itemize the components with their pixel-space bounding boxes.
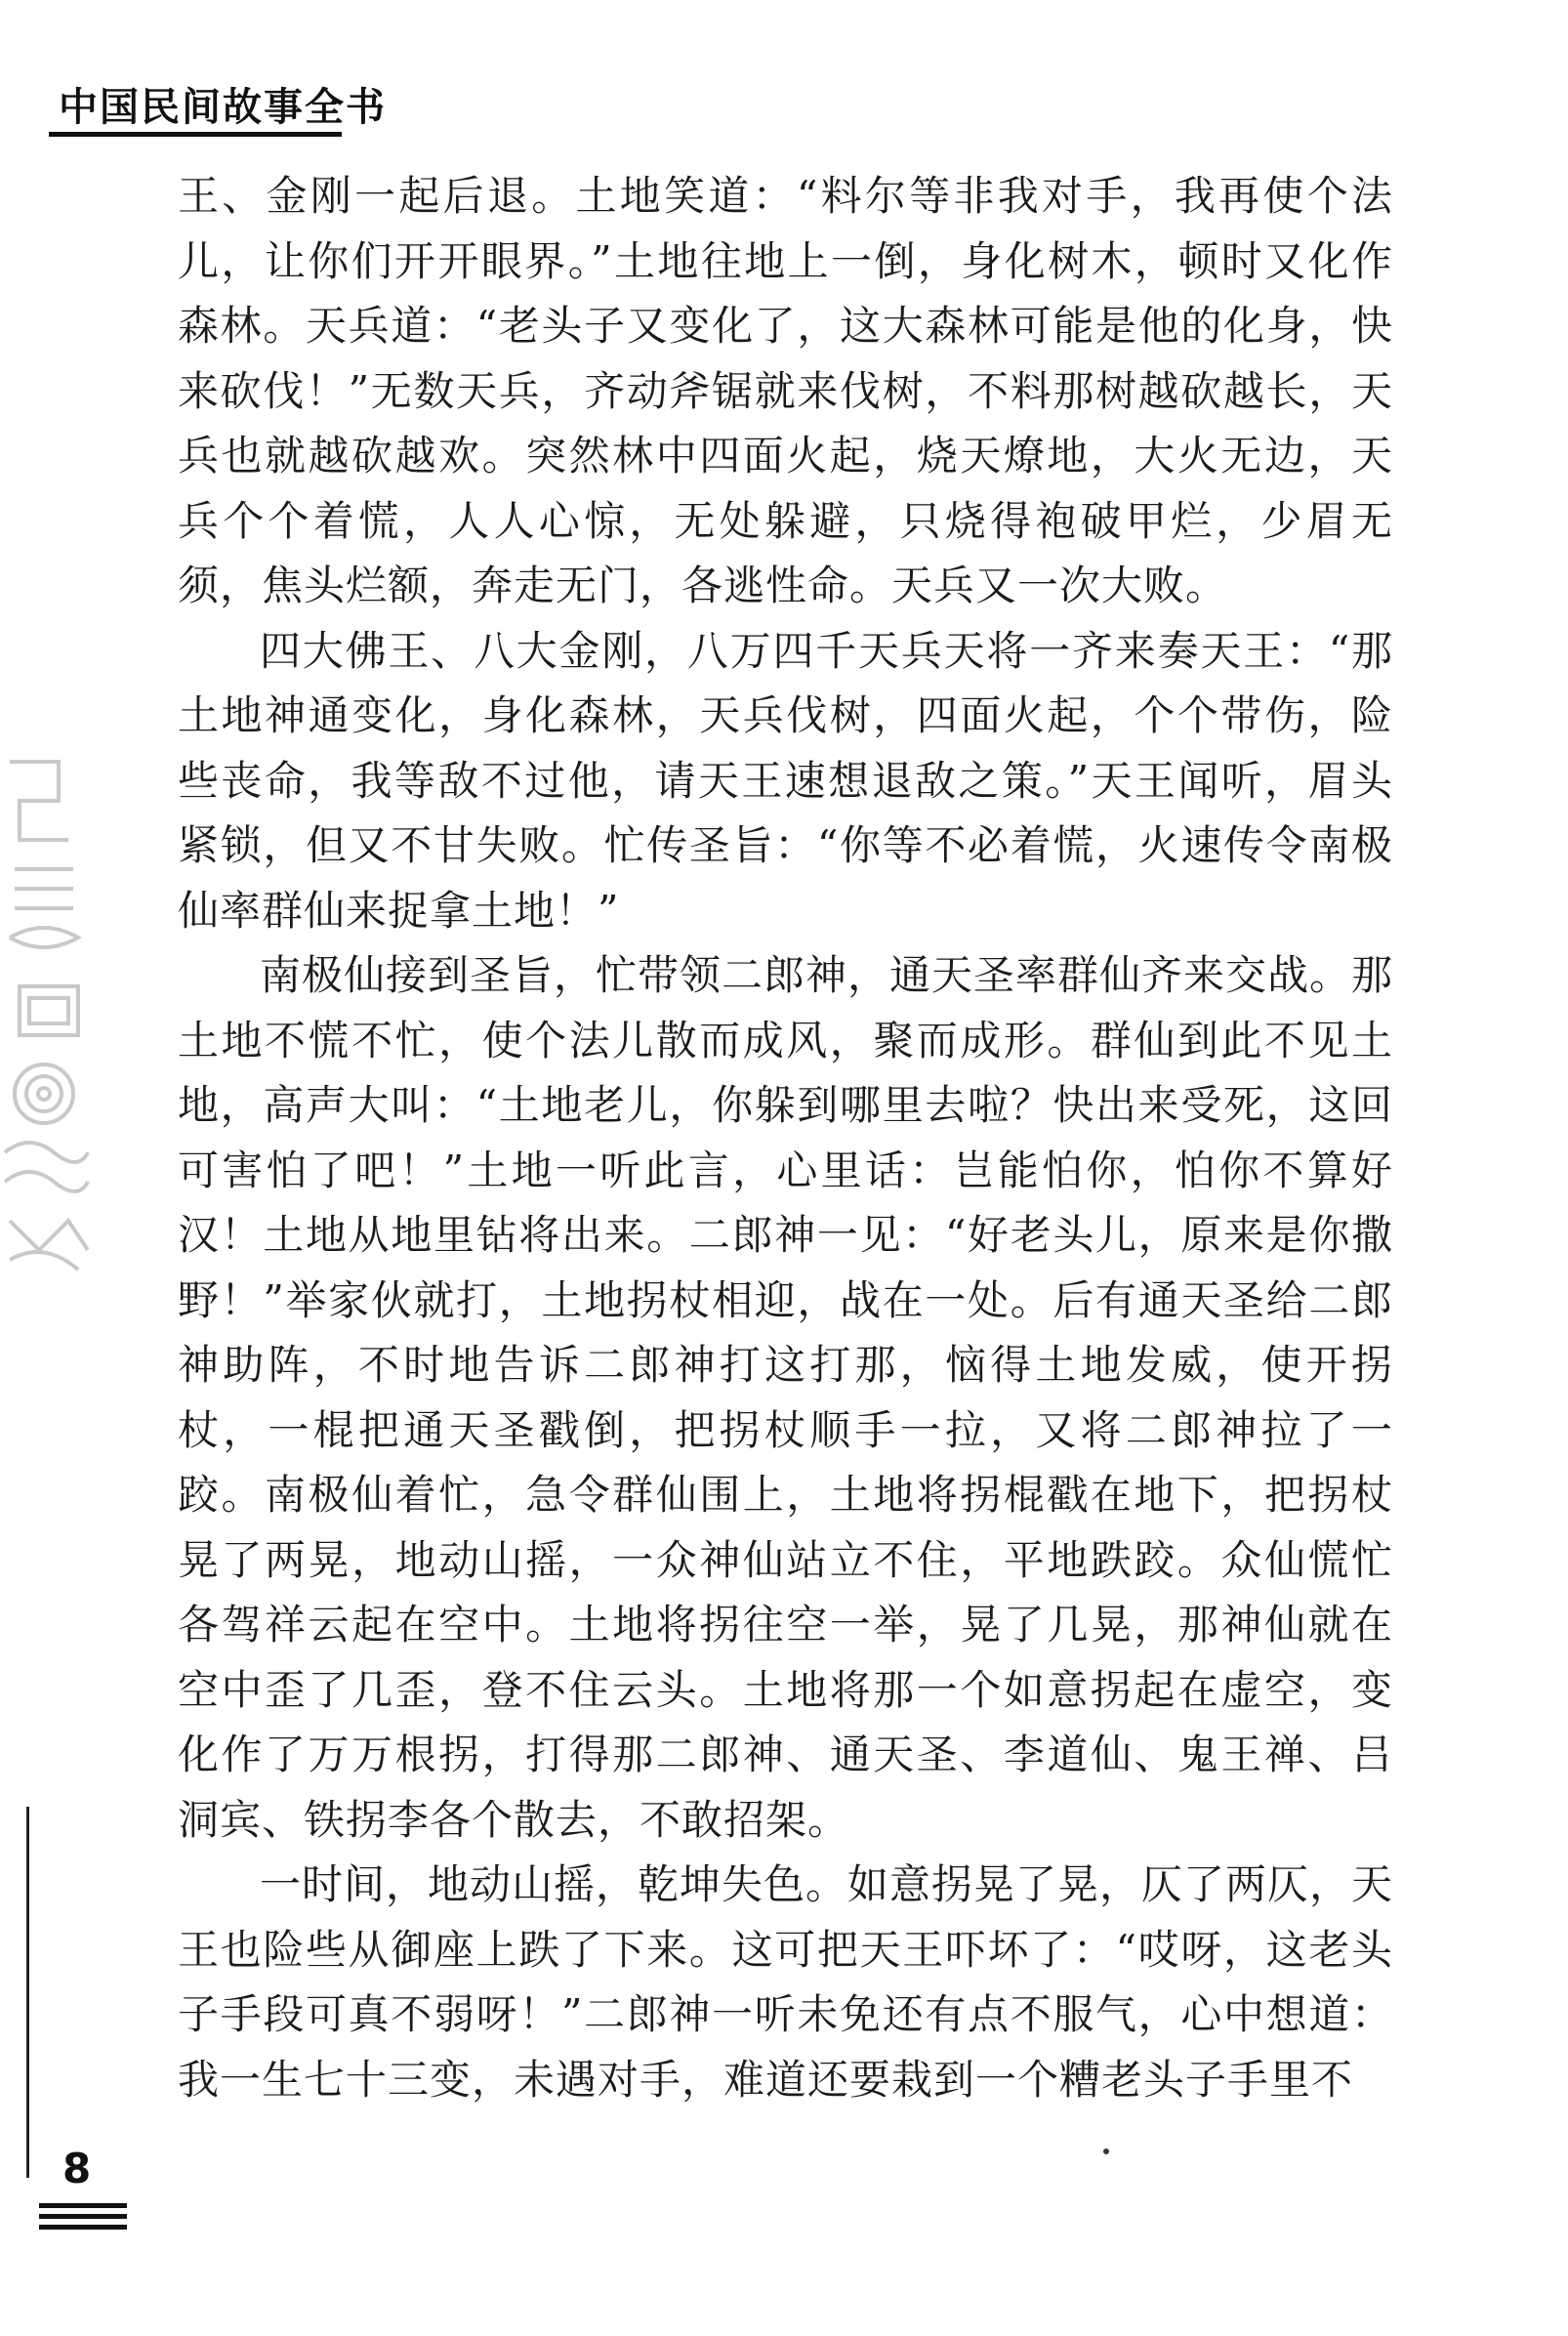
scan-speck [1103,2148,1109,2154]
running-header-title: 中国民间故事全书 [59,85,387,130]
paragraph: 一时间，地动山摇，乾坤失色。如意拐晃了晃，仄了两仄，天王也险些从御座上跌了下来。这可把天王吓坏了：“哎呀，这老头子手段可真不弱呀！”二郎神一听未免还有点不服气，心中想道：我一生七十三变，未遇对手，难道还要栽到一个糟老头子手里不 [178,1860,1394,2104]
side-ornament-pattern [0,742,93,1289]
paragraph: 四大佛王、八大金刚，八万四千天兵天将一齐来奏天王：“那土地神通变化，身化森林，天兵伐树，四面火起，个个带伤，险些丧命，我等敌不过他，请天王速想退敌之策。”天王闻听，眉头紧锁，但又不甘失败。忙传圣旨：“你等不必着慌，火速传令南极仙率群仙来捉拿土地！” [178,626,1393,935]
paragraph: 南极仙接到圣旨，忙带领二郎神，通天圣率群仙齐来交战。那土地不慌不忙，使个法儿散而成风，聚而成形。群仙到此不见土地，高声大叫：“土地老儿，你躲到哪里去啦？快出来受死，这回可害怕了吧！”土地一听此言，心里话：岂能怕你，怕你不算好汉！土地从地里钻将出来。二郎神一见：“好老头儿，原来是你撒野！”举家伙就打，土地拐杖相迎，战在一处。后有通天圣给二郎神助阵，不时地告诉二郎神打这打那，恼得土地发威，使开拐杖，一棍把通天圣戳倒，把拐杖顺手一拉，又将二郎神拉了一跤。南极仙着忙，急令群仙围上，土地将拐棍戳在地下，把拐杖晃了两晃，地动山摇，一众神仙站立不住，平地跌跤。众仙慌忙各驾祥云起在空中。土地将拐往空一举，晃了几晃，那神仙就在空中歪了几歪，登不住云头。土地将那一个如意拐起在虚空，变化作了万万根拐，打得那二郎神、通天圣、李道仙、鬼王禅、吕洞宾、铁拐李各个散去，不敢招架。 [178,951,1394,1844]
page-number: 8 [62,2145,92,2192]
paragraph: 王、金刚一起后退。土地笑道：“料尔等非我对手，我再使个法儿，让你们开开眼界。”土地往地上一倒，身化树木，顿时又化作森林。天兵道：“老头子又变化了，这大森林可能是他的化身，快来砍伐！”无数天兵，齐动斧锯就来伐树，不料那树越砍越长，天兵也就越砍越欢。突然林中四面火起，烧天燎地，大火无边，天兵个个着慌，人人心惊，无处躲避，只烧得袍破甲烂，少眉无须，焦头烂额，奔走无门，各逃性命。天兵又一次大败。 [178,172,1393,609]
body-text [178,164,1393,2112]
page-number-rules [39,2203,127,2235]
margin-rule [26,1807,29,2178]
header-rule [49,132,342,137]
